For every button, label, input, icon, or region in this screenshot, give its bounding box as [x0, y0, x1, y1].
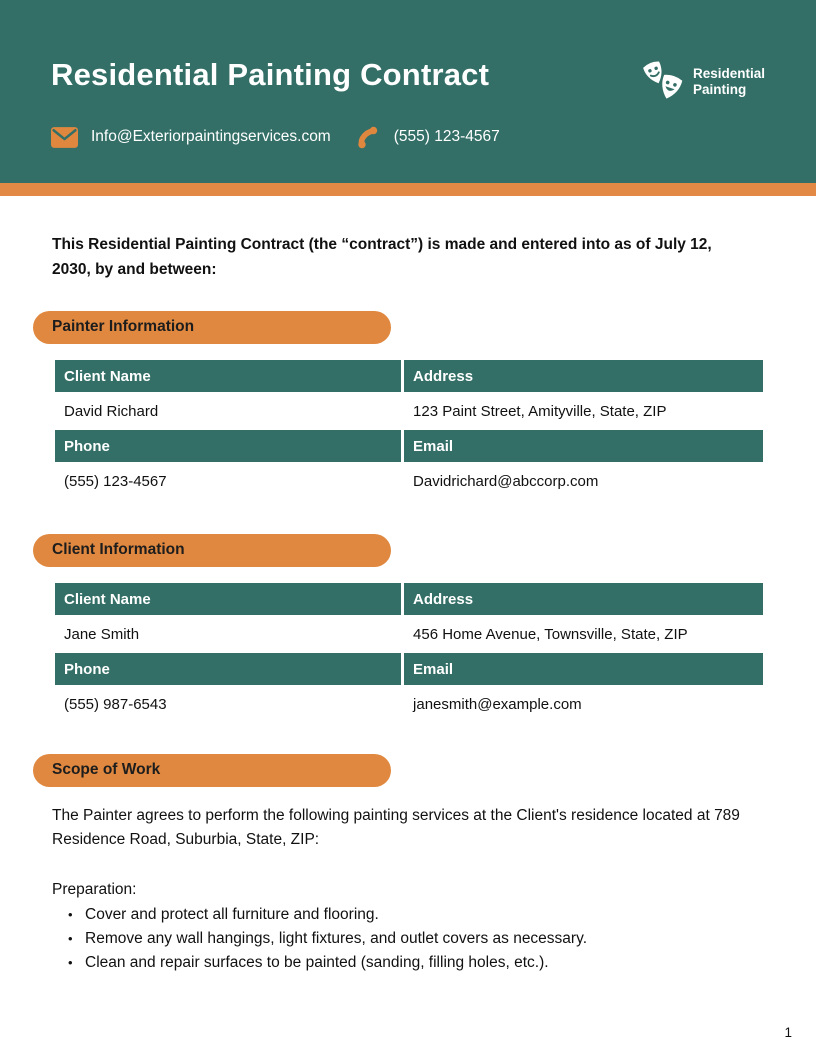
table-cell: (555) 123-4567: [55, 462, 404, 500]
header: [0, 0, 816, 183]
contact-row: [51, 124, 765, 150]
brand-logo: [642, 60, 765, 104]
table-header-row: [55, 653, 763, 685]
page-title: Residential Painting Contract: [51, 57, 490, 92]
scope-paragraph: The Painter agrees to perform the following painting services at the Client's residence located at 789 Residence Road, Suburbia, State, ZIP:: [52, 807, 740, 848]
section-title-scope-of-work: Scope of Work: [33, 754, 391, 787]
table-header-cell: Phone: [55, 430, 404, 462]
table-cell: 456 Home Avenue, Townsville, State, ZIP: [404, 615, 763, 653]
table-row: [55, 685, 763, 723]
brand-name: [693, 66, 765, 97]
list-item: • Cover and protect all furniture and flooring.: [52, 903, 764, 927]
client-info-table: [55, 583, 763, 723]
table-header-row: [55, 360, 763, 392]
accent-bar: [0, 183, 816, 196]
phone-icon: [355, 124, 381, 150]
table-row: [55, 615, 763, 653]
table-cell: janesmith@example.com: [404, 685, 763, 723]
preparation-list: [52, 903, 764, 975]
table-header-cell: Address: [404, 583, 763, 615]
brand-name-line2: Painting: [692, 82, 747, 97]
page-number: 1: [784, 1025, 792, 1040]
table-header-row: [55, 583, 763, 615]
table-header-cell: Email: [404, 653, 763, 685]
phone-text: (555) 123-4567: [393, 128, 500, 145]
painter-info-table: [55, 360, 763, 500]
table-row: [55, 392, 763, 430]
brand-name-line1: Residential: [692, 66, 765, 82]
table-header-row: [55, 430, 763, 462]
table-header-cell: Client Name: [55, 360, 404, 392]
section-title-painter-information: Painter Information: [33, 311, 391, 344]
table-cell: 123 Paint Street, Amityville, State, ZIP: [404, 392, 763, 430]
intro-paragraph: This Residential Painting Contract (the “contract”) is made and entered into as of July 12, 2030, by and between:: [52, 236, 712, 278]
table-cell: Davidrichard@abccorp.com: [404, 462, 763, 500]
theater-masks-icon: [642, 60, 684, 104]
envelope-icon: [51, 127, 78, 148]
preparation-list-title: Preparation:: [52, 881, 137, 898]
email-contact: [51, 127, 331, 148]
table-cell: (555) 987-6543: [55, 685, 404, 723]
table-header-cell: Address: [404, 360, 763, 392]
phone-contact: [355, 124, 500, 150]
table-header-cell: Email: [404, 430, 763, 462]
document-body: [0, 232, 816, 975]
table-header-cell: Phone: [55, 653, 404, 685]
table-cell: Jane Smith: [55, 615, 404, 653]
email-text: Info@Exteriorpaintingservices.com: [91, 128, 331, 145]
list-item: • Remove any wall hangings, light fixtures, and outlet covers as necessary.: [52, 927, 764, 951]
table-cell: David Richard: [55, 392, 404, 430]
header-top-row: [51, 0, 765, 104]
section-title-client-information: Client Information: [33, 534, 391, 567]
table-header-cell: Client Name: [55, 583, 404, 615]
list-item: • Clean and repair surfaces to be painted (sanding, filling holes, etc.).: [52, 951, 764, 975]
table-row: [55, 462, 763, 500]
